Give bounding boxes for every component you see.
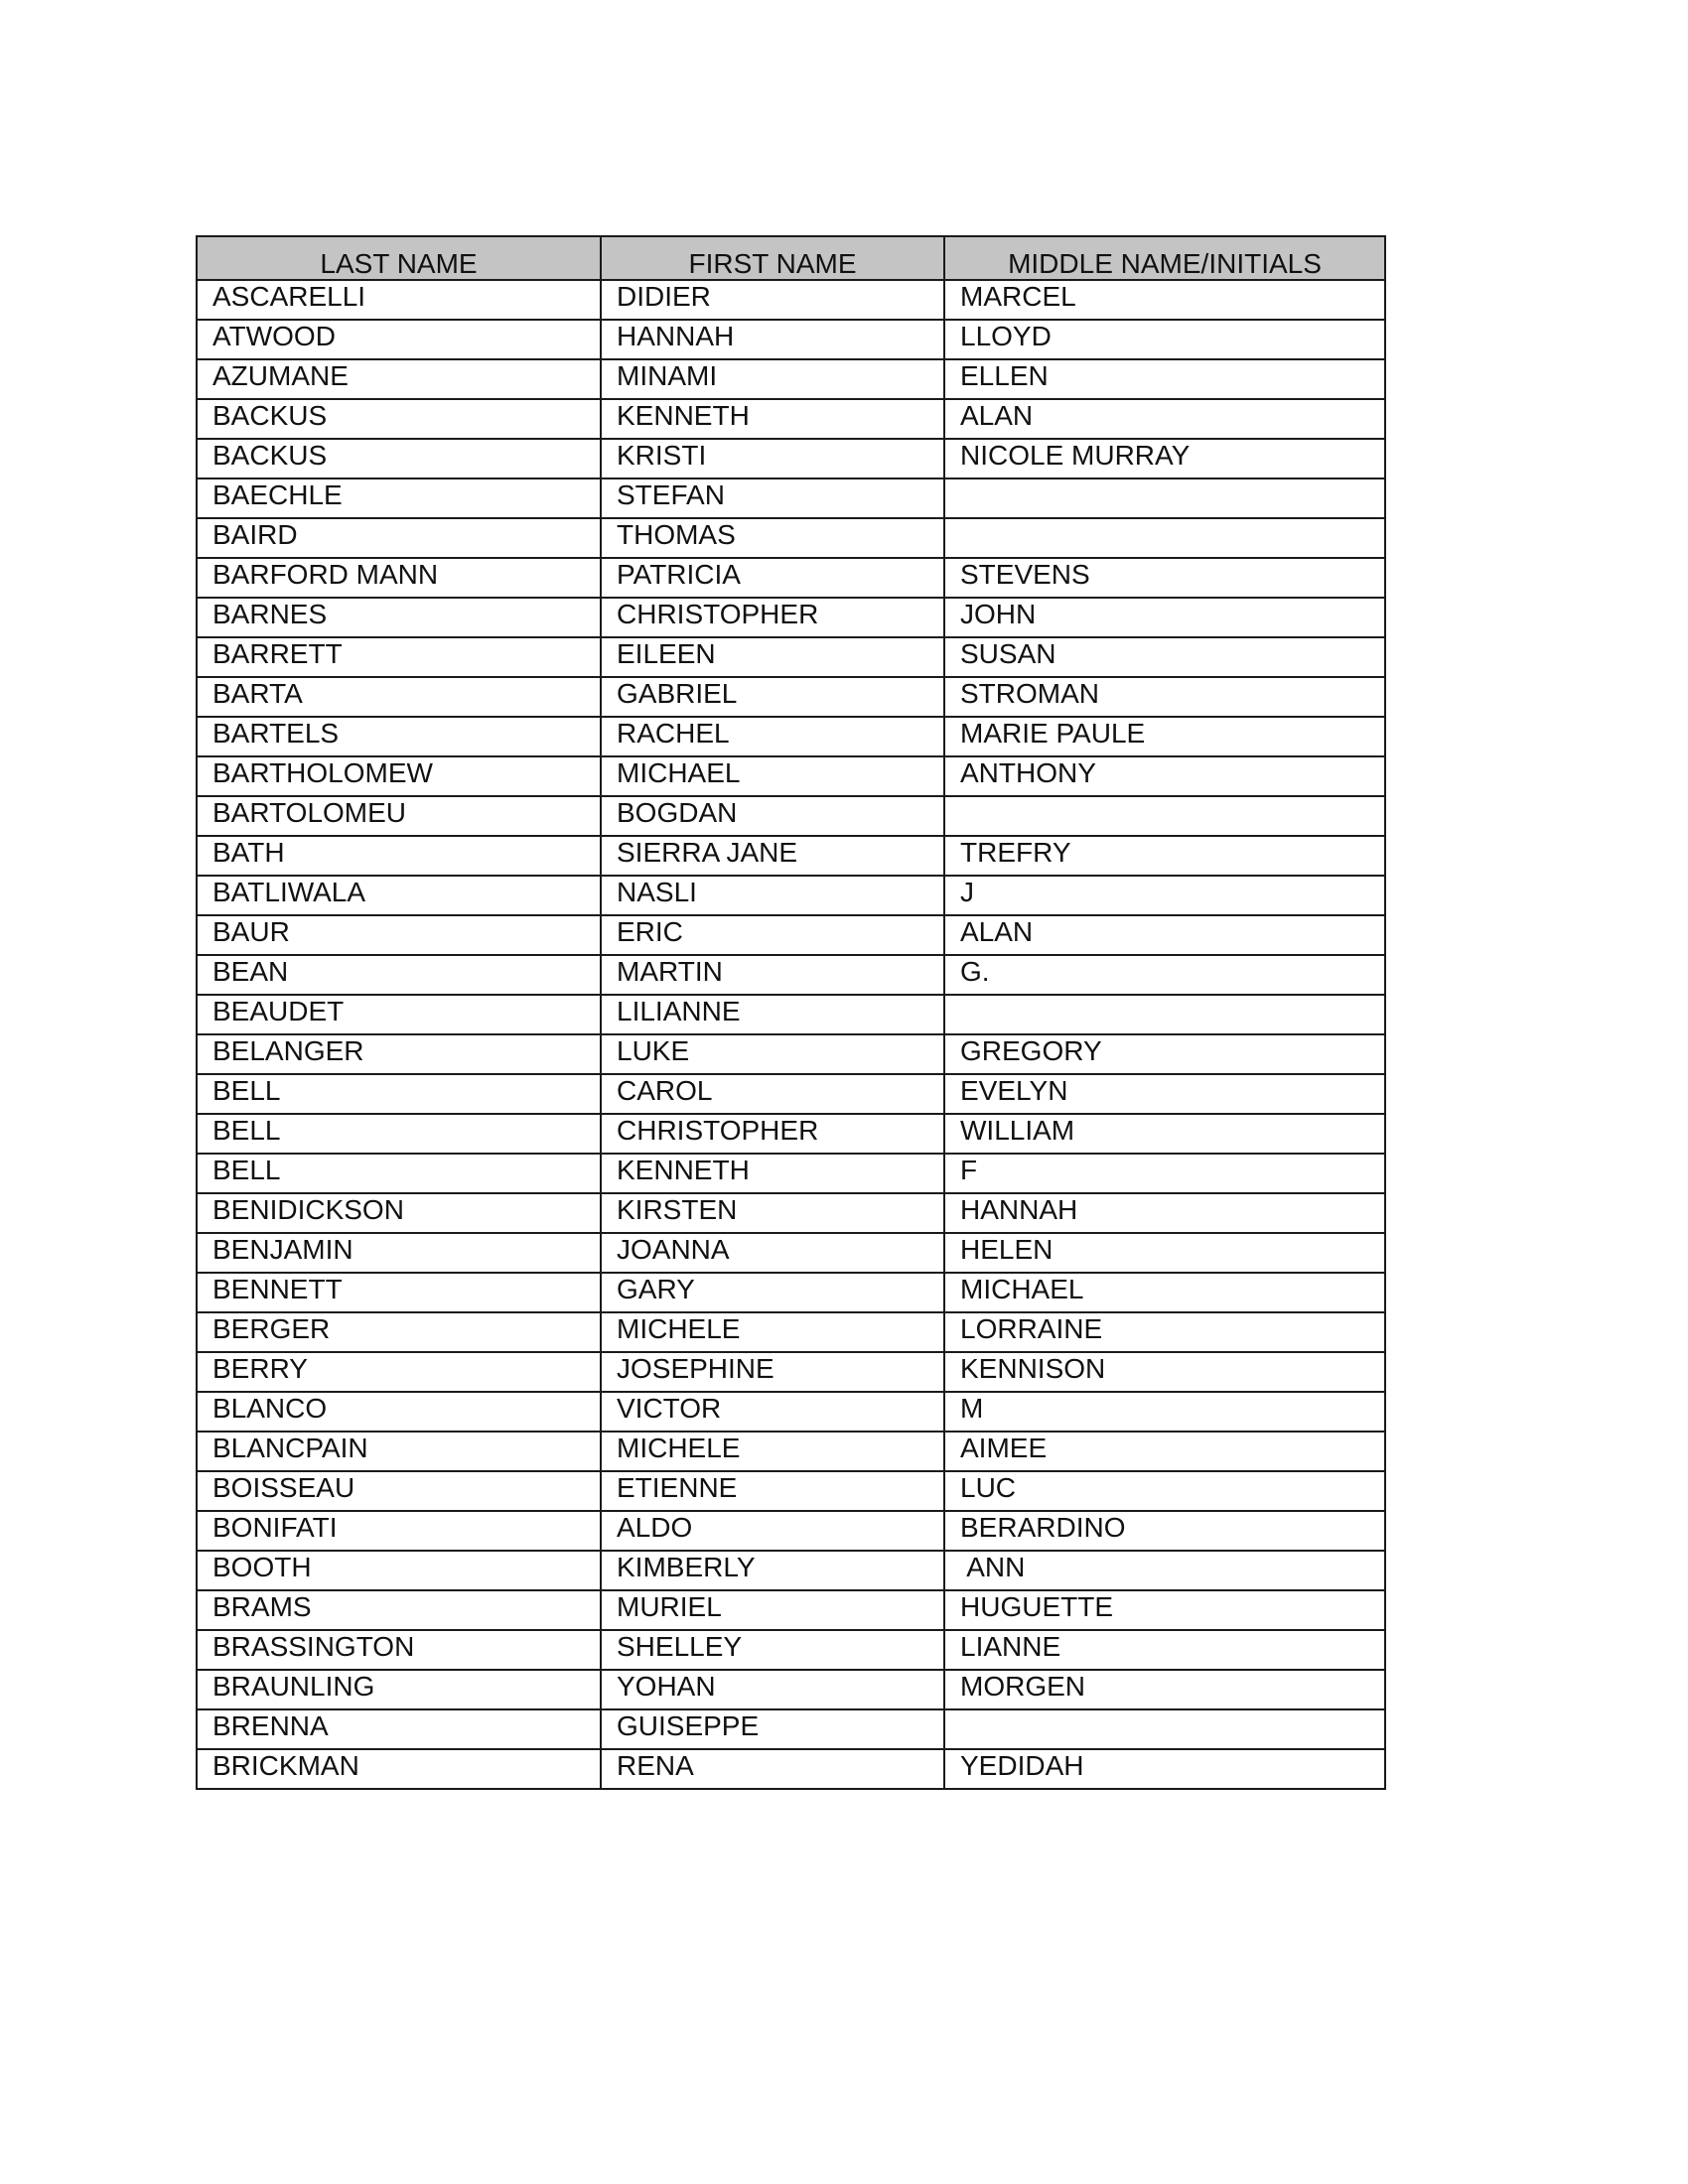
table-row: [197, 1074, 1385, 1114]
table-row: [197, 955, 1385, 995]
header-middle-name: MIDDLE NAME/INITIALS: [944, 236, 1385, 280]
cell-last-name: BELANGER: [197, 1034, 601, 1074]
cell-middle-name: [944, 478, 1385, 518]
cell-first-name: LUKE: [601, 1034, 944, 1074]
cell-last-name: ASCARELLI: [197, 280, 601, 320]
cell-middle-name: BERARDINO: [944, 1511, 1385, 1551]
table-row: [197, 677, 1385, 717]
cell-last-name: BRENNA: [197, 1709, 601, 1749]
table-row: [197, 796, 1385, 836]
cell-middle-name: KENNISON: [944, 1352, 1385, 1392]
cell-last-name: BARRETT: [197, 637, 601, 677]
cell-first-name: MICHELE: [601, 1312, 944, 1352]
table-row: [197, 598, 1385, 637]
cell-first-name: GABRIEL: [601, 677, 944, 717]
table-row: [197, 1392, 1385, 1432]
cell-first-name: MINAMI: [601, 359, 944, 399]
cell-first-name: JOANNA: [601, 1233, 944, 1273]
cell-first-name: HANNAH: [601, 320, 944, 359]
table-row: [197, 439, 1385, 478]
cell-last-name: BERGER: [197, 1312, 601, 1352]
table-row: [197, 1233, 1385, 1273]
cell-last-name: BENJAMIN: [197, 1233, 601, 1273]
cell-last-name: BAECHLE: [197, 478, 601, 518]
cell-middle-name: HANNAH: [944, 1193, 1385, 1233]
cell-last-name: BACKUS: [197, 399, 601, 439]
cell-first-name: GARY: [601, 1273, 944, 1312]
names-table: [196, 235, 1386, 1790]
table-row: [197, 1551, 1385, 1590]
cell-last-name: BLANCO: [197, 1392, 601, 1432]
table-row: [197, 1670, 1385, 1709]
cell-last-name: BACKUS: [197, 439, 601, 478]
table-header: [197, 236, 1385, 280]
cell-last-name: BAIRD: [197, 518, 601, 558]
cell-last-name: BOISSEAU: [197, 1471, 601, 1511]
cell-last-name: BERRY: [197, 1352, 601, 1392]
cell-middle-name: ELLEN: [944, 359, 1385, 399]
cell-first-name: NASLI: [601, 876, 944, 915]
table-row: [197, 280, 1385, 320]
table-row: [197, 1193, 1385, 1233]
cell-first-name: ALDO: [601, 1511, 944, 1551]
cell-last-name: BARNES: [197, 598, 601, 637]
cell-middle-name: LUC: [944, 1471, 1385, 1511]
cell-last-name: BEAN: [197, 955, 601, 995]
table-row: [197, 478, 1385, 518]
table-row: [197, 836, 1385, 876]
header-first-name: FIRST NAME: [601, 236, 944, 280]
cell-first-name: KENNETH: [601, 1154, 944, 1193]
cell-last-name: ATWOOD: [197, 320, 601, 359]
cell-first-name: YOHAN: [601, 1670, 944, 1709]
cell-first-name: LILIANNE: [601, 995, 944, 1034]
cell-first-name: EILEEN: [601, 637, 944, 677]
table-row: [197, 1432, 1385, 1471]
header-last-name: LAST NAME: [197, 236, 601, 280]
table-row: [197, 518, 1385, 558]
cell-middle-name: GREGORY: [944, 1034, 1385, 1074]
cell-middle-name: J: [944, 876, 1385, 915]
cell-last-name: BENNETT: [197, 1273, 601, 1312]
table-row: [197, 1590, 1385, 1630]
cell-first-name: STEFAN: [601, 478, 944, 518]
cell-first-name: CHRISTOPHER: [601, 598, 944, 637]
table-row: [197, 1471, 1385, 1511]
cell-last-name: BRAUNLING: [197, 1670, 601, 1709]
cell-middle-name: ALAN: [944, 915, 1385, 955]
cell-first-name: VICTOR: [601, 1392, 944, 1432]
cell-first-name: RENA: [601, 1749, 944, 1789]
cell-first-name: CAROL: [601, 1074, 944, 1114]
cell-first-name: MICHAEL: [601, 756, 944, 796]
table-row: [197, 1034, 1385, 1074]
cell-middle-name: TREFRY: [944, 836, 1385, 876]
cell-last-name: BARTA: [197, 677, 601, 717]
table-row: [197, 637, 1385, 677]
table-row: [197, 995, 1385, 1034]
cell-first-name: ETIENNE: [601, 1471, 944, 1511]
cell-first-name: SIERRA JANE: [601, 836, 944, 876]
table-row: [197, 558, 1385, 598]
cell-last-name: BELL: [197, 1074, 601, 1114]
cell-last-name: BLANCPAIN: [197, 1432, 601, 1471]
cell-last-name: AZUMANE: [197, 359, 601, 399]
cell-first-name: GUISEPPE: [601, 1709, 944, 1749]
table-row: [197, 1709, 1385, 1749]
table-row: [197, 320, 1385, 359]
cell-middle-name: STROMAN: [944, 677, 1385, 717]
cell-first-name: KRISTI: [601, 439, 944, 478]
cell-middle-name: [944, 796, 1385, 836]
cell-middle-name: HELEN: [944, 1233, 1385, 1273]
cell-last-name: BATH: [197, 836, 601, 876]
cell-last-name: BELL: [197, 1154, 601, 1193]
table-row: [197, 1312, 1385, 1352]
cell-first-name: MURIEL: [601, 1590, 944, 1630]
cell-middle-name: MICHAEL: [944, 1273, 1385, 1312]
cell-middle-name: SUSAN: [944, 637, 1385, 677]
cell-first-name: BOGDAN: [601, 796, 944, 836]
cell-middle-name: EVELYN: [944, 1074, 1385, 1114]
table-row: [197, 1749, 1385, 1789]
cell-first-name: CHRISTOPHER: [601, 1114, 944, 1154]
cell-last-name: BRASSINGTON: [197, 1630, 601, 1670]
cell-last-name: BRICKMAN: [197, 1749, 601, 1789]
cell-first-name: ERIC: [601, 915, 944, 955]
cell-middle-name: HUGUETTE: [944, 1590, 1385, 1630]
cell-last-name: BARTOLOMEU: [197, 796, 601, 836]
table-row: [197, 1630, 1385, 1670]
cell-last-name: BARFORD MANN: [197, 558, 601, 598]
cell-middle-name: F: [944, 1154, 1385, 1193]
header-row: [197, 236, 1385, 280]
cell-last-name: BOOTH: [197, 1551, 601, 1590]
cell-middle-name: AIMEE: [944, 1432, 1385, 1471]
cell-first-name: KIRSTEN: [601, 1193, 944, 1233]
cell-middle-name: STEVENS: [944, 558, 1385, 598]
cell-first-name: MICHELE: [601, 1432, 944, 1471]
cell-middle-name: LORRAINE: [944, 1312, 1385, 1352]
cell-middle-name: JOHN: [944, 598, 1385, 637]
cell-middle-name: MORGEN: [944, 1670, 1385, 1709]
cell-last-name: BEAUDET: [197, 995, 601, 1034]
cell-middle-name: M: [944, 1392, 1385, 1432]
cell-middle-name: ALAN: [944, 399, 1385, 439]
table-row: [197, 876, 1385, 915]
table-row: [197, 915, 1385, 955]
cell-middle-name: LIANNE: [944, 1630, 1385, 1670]
table-row: [197, 717, 1385, 756]
table-row: [197, 359, 1385, 399]
cell-last-name: BENIDICKSON: [197, 1193, 601, 1233]
cell-middle-name: YEDIDAH: [944, 1749, 1385, 1789]
table-row: [197, 1273, 1385, 1312]
cell-middle-name: WILLIAM: [944, 1114, 1385, 1154]
cell-first-name: SHELLEY: [601, 1630, 944, 1670]
cell-middle-name: [944, 1709, 1385, 1749]
table-row: [197, 1352, 1385, 1392]
table-row: [197, 1154, 1385, 1193]
cell-last-name: BELL: [197, 1114, 601, 1154]
cell-last-name: BAUR: [197, 915, 601, 955]
cell-first-name: DIDIER: [601, 280, 944, 320]
cell-middle-name: [944, 995, 1385, 1034]
cell-middle-name: ANTHONY: [944, 756, 1385, 796]
cell-last-name: BATLIWALA: [197, 876, 601, 915]
cell-middle-name: G.: [944, 955, 1385, 995]
cell-middle-name: LLOYD: [944, 320, 1385, 359]
cell-first-name: PATRICIA: [601, 558, 944, 598]
table-row: [197, 399, 1385, 439]
table-body: [197, 280, 1385, 1789]
cell-middle-name: ANN: [944, 1551, 1385, 1590]
cell-middle-name: [944, 518, 1385, 558]
cell-last-name: BARTHOLOMEW: [197, 756, 601, 796]
table-row: [197, 1114, 1385, 1154]
cell-middle-name: MARIE PAULE: [944, 717, 1385, 756]
cell-last-name: BARTELS: [197, 717, 601, 756]
cell-last-name: BONIFATI: [197, 1511, 601, 1551]
cell-middle-name: MARCEL: [944, 280, 1385, 320]
cell-first-name: JOSEPHINE: [601, 1352, 944, 1392]
table-row: [197, 756, 1385, 796]
cell-first-name: MARTIN: [601, 955, 944, 995]
cell-first-name: RACHEL: [601, 717, 944, 756]
cell-first-name: KENNETH: [601, 399, 944, 439]
cell-first-name: THOMAS: [601, 518, 944, 558]
cell-first-name: KIMBERLY: [601, 1551, 944, 1590]
cell-middle-name: NICOLE MURRAY: [944, 439, 1385, 478]
table-row: [197, 1511, 1385, 1551]
cell-last-name: BRAMS: [197, 1590, 601, 1630]
